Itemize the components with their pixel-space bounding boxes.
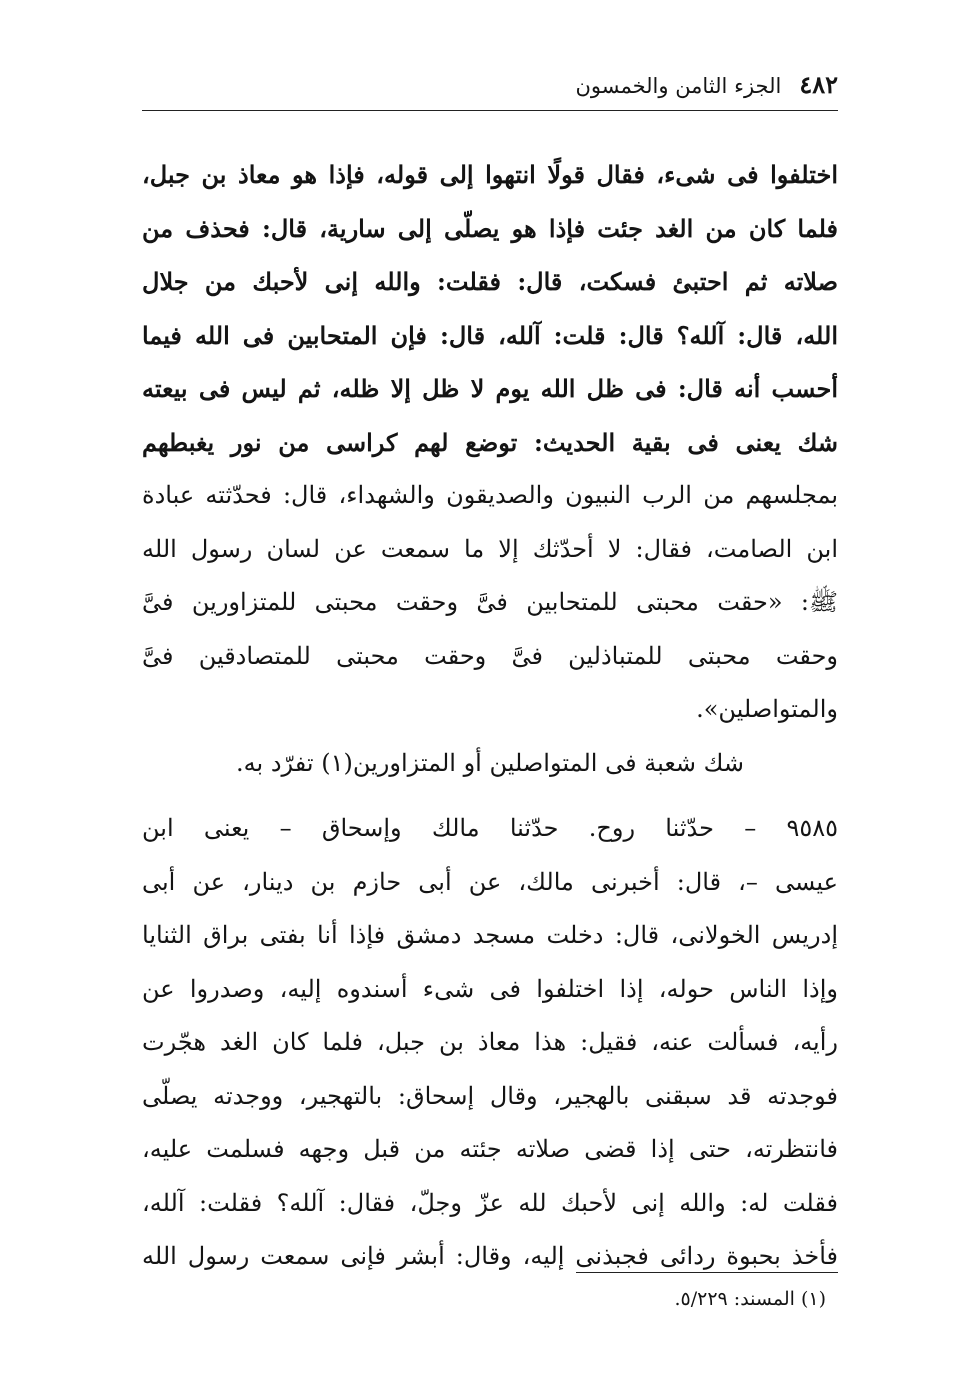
footnote-rule (576, 1272, 838, 1273)
text-line: فلما كان من الغد جئت فإذا هو يصلّى إلى سارية، قال: فحذف من (142, 213, 838, 243)
text-line: الله، قال: آلله؟ قال: قلت: آلله، قال: فإن المتحابين فى الله فيما (142, 320, 838, 350)
hadith-line: رأيه، فسألت عنه، فقيل: هذا معاذ بن جبل، فلما كان الغد هجّرت (142, 1028, 838, 1056)
text-line: أحسب أنه قال: فى ظل الله يوم لا ظل إلا ظله، ثم ليس فى بيعته (142, 374, 838, 403)
part-title: الجزء الثامن والخمسون (575, 74, 782, 98)
hadith-line: فقلت له: والله إنى لأحبك لله عزّ وجلّ، فقال: آلله؟ فقلت: آلله، (142, 1188, 838, 1217)
hadith-line: فأخذ بحبوة ردائى فجبذنى إليه، وقال: أبشر فإنى سمعت رسول الله (142, 1242, 838, 1270)
running-head (142, 70, 838, 110)
text-line: وحقت محبتى للمتباذلين فىَّ وحقت محبتى للمتصادقين فىَّ (142, 641, 838, 670)
header-rule (142, 110, 838, 111)
text-line: صلاته ثم احتبئ فسكت، قال: فقلت: والله إنى لأحبك من جلال (142, 267, 838, 296)
text-line: ابن الصامت، فقال: لا أحدّثك إلا ما سمعت عن لسان رسول الله (142, 534, 838, 563)
text-line: اختلفوا فى شىء، فقال قولًا انتهوا إلى قوله، فإذا هو معاذ بن جبل، (142, 160, 838, 189)
hadith-line: ٩٥٨٥ – حدّثنا روح. حدّثنا مالك وإسحاق – يعنى ابن (142, 814, 838, 842)
hadith-line: فانتظرته، حتى إذا قضى صلاته جئته من قبل وجهه فسلمت عليه، (142, 1135, 838, 1163)
hadith-line: فوجدته قد سبقنى بالهجير، وقال إسحاق: بالتهجير، ووجدته يصلّى (142, 1081, 838, 1110)
footnote: (١) المسند: ٥/٢٢٩. (674, 1288, 826, 1310)
hadith-line: وإذا الناس حوله، إذا اختلفوا فى شىء أسندوه إليه، وصدروا عن (142, 974, 838, 1003)
text-line-note: شك شعبة فى المتواصلين أو المتزاورين(١) تفرّد به. (236, 748, 744, 777)
text-line: ﷺ: «حقت محبتى للمتحابين فىَّ وحقت محبتى للمتزاورين فىَّ (142, 588, 838, 616)
hadith-line: عيسى –، قال: أخبرنى مالك، عن أبى حازم بن دينار، عن أبى (142, 867, 838, 896)
text-line: بمجلسهم من الرب النبيون والصديقون والشهداء، قال: فحدّثته عبادة (142, 481, 838, 509)
main-text (142, 148, 838, 1284)
hadith-line: إدريس الخولانى، قال: دخلت مسجد دمشق فإذا أنا بفتى براق الثنايا (142, 921, 838, 949)
page-number: ٤٨٢ (799, 70, 838, 99)
text-line: والمتواصلين». (696, 695, 838, 723)
text-line: شك يعنى فى بقية الحديث: توضع لهم كراسى من نور يغبطهم (142, 427, 838, 457)
